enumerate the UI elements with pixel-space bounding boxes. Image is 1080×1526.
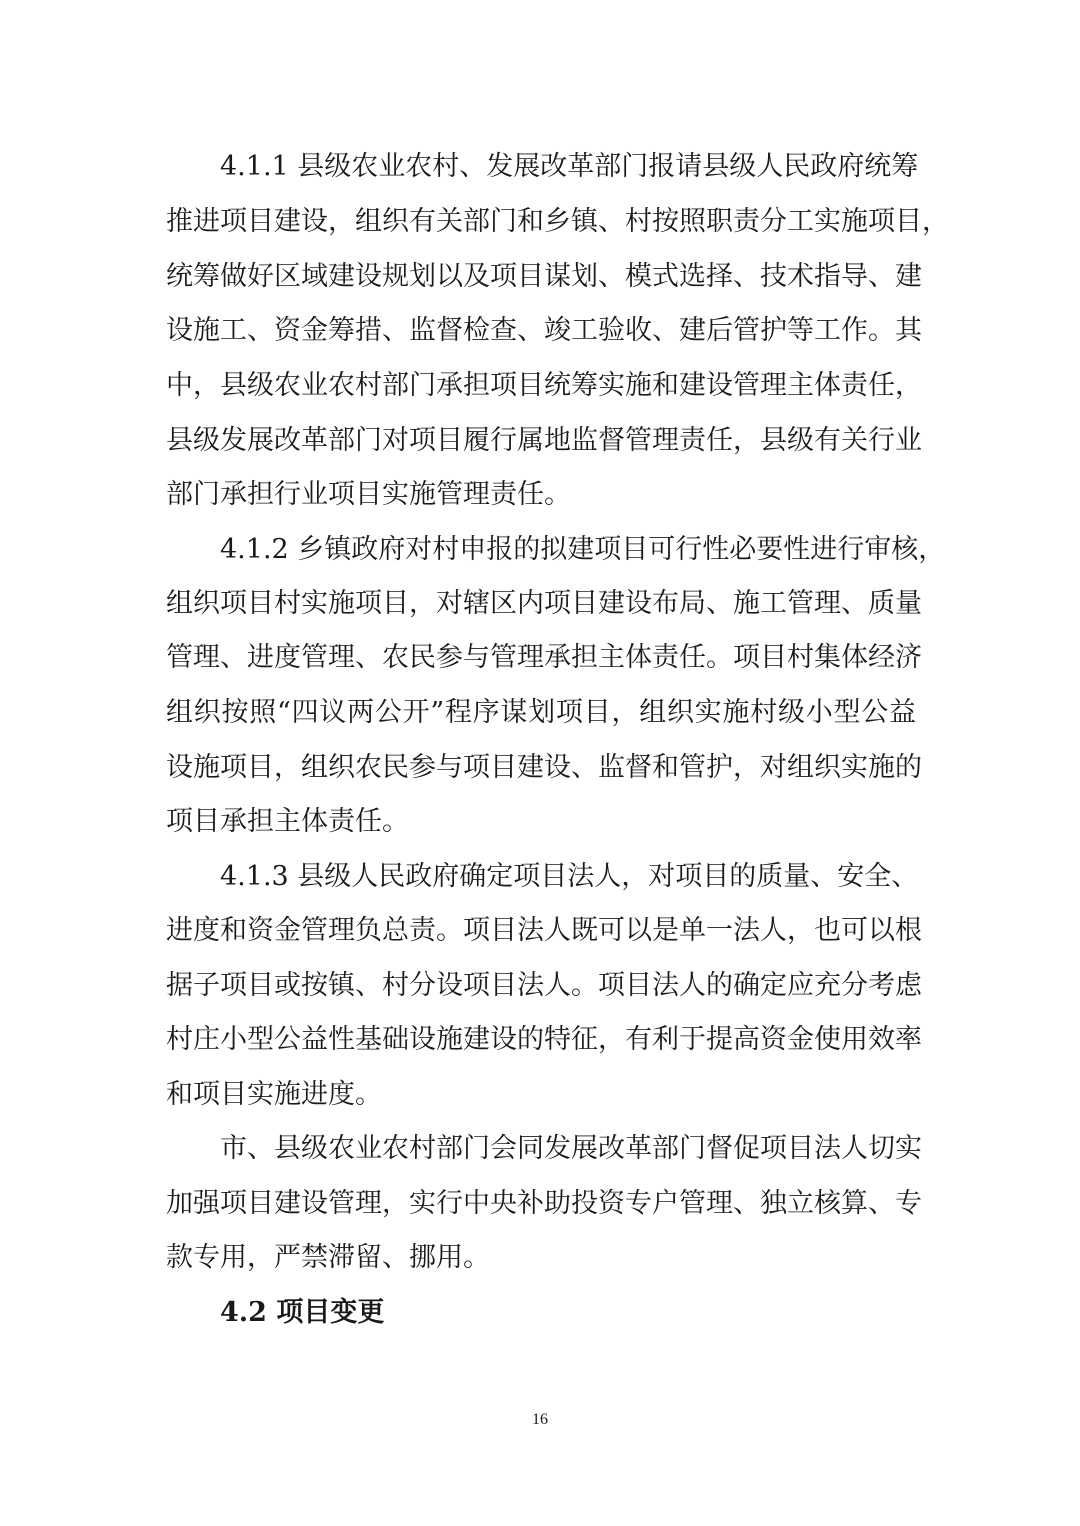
text-line: 中，县级农业农村部门承担项目统筹实施和建设管理主体责任，	[166, 370, 922, 401]
text-line: 款专用，严禁滞留、挪用。	[166, 1242, 490, 1273]
section-heading: 4.2 项目变更	[220, 1297, 385, 1328]
text-line: 设施项目，组织农民参与项目建设、监督和管护，对组织实施的	[166, 752, 922, 783]
text-line: 管理、进度管理、农民参与管理承担主体责任。项目村集体经济	[166, 642, 922, 673]
text-line: 进度和资金管理负总责。项目法人既可以是单一法人，也可以根	[166, 915, 922, 946]
text-line: 村庄小型公益性基础设施建设的特征，有利于提高资金使用效率	[166, 1024, 922, 1055]
text-line: 4.1.2 乡镇政府对村申报的拟建项目可行性必要性进行审核，	[220, 534, 946, 565]
text-line: 市、县级农业农村部门会同发展改革部门督促项目法人切实	[220, 1133, 922, 1164]
text-line: 组织按照“四议两公开”程序谋划项目，组织实施村级小型公益	[166, 697, 916, 728]
page-number: 16	[532, 1411, 548, 1428]
text-line: 项目承担主体责任。	[166, 806, 409, 837]
text-line: 据子项目或按镇、村分设项目法人。项目法人的确定应充分考虑	[166, 970, 922, 1001]
text-line: 4.1.3 县级人民政府确定项目法人，对项目的质量、安全、	[220, 861, 919, 892]
text-line: 加强项目建设管理，实行中央补助投资专户管理、独立核算、专	[166, 1188, 922, 1219]
text-line: 统筹做好区域建设规划以及项目谋划、模式选择、技术指导、建	[166, 261, 922, 292]
text-line: 和项目实施进度。	[166, 1079, 382, 1110]
text-line: 4.1.1 县级农业农村、发展改革部门报请县级人民政府统筹	[220, 151, 919, 182]
text-line: 推进项目建设，组织有关部门和乡镇、村按照职责分工实施项目，	[166, 206, 949, 237]
text-line: 组织项目村实施项目，对辖区内项目建设布局、施工管理、质量	[166, 588, 922, 619]
text-line: 县级发展改革部门对项目履行属地监督管理责任，县级有关行业	[166, 425, 922, 456]
text-line: 设施工、资金筹措、监督检查、竣工验收、建后管护等工作。其	[166, 315, 922, 346]
text-line: 部门承担行业项目实施管理责任。	[166, 479, 571, 510]
